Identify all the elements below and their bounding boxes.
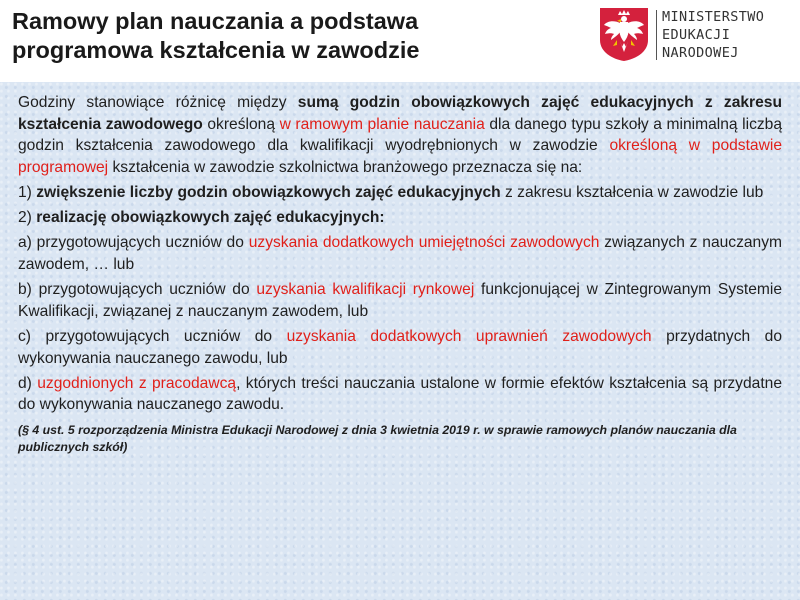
ministry-logo: [598, 6, 794, 66]
intro-text: Godziny stanowiące różnicę między: [18, 94, 298, 111]
sub-item-text: przydatnych do wykonywania nauczanego zawodu, lub: [18, 327, 782, 367]
sub-item-text: związanych z nauczanym zawodem, … lub: [18, 234, 783, 273]
logo-divider: [656, 10, 657, 60]
intro-highlight-phrase: w ramowym planie nauczania: [279, 115, 485, 133]
white-eagle-emblem-icon: [598, 6, 650, 62]
slide-body: [18, 92, 782, 456]
list-item-2: [18, 207, 782, 229]
list-item-number: 1): [18, 183, 37, 201]
legal-footnote: (§ 4 ust. 5 rozporządzenia Ministra Edukacji Narodowej z dnia 3 kwietnia 2019 r. w sprawie ramowych planów nauczania dla publicznych szkół): [18, 422, 737, 454]
intro-paragraph: [18, 92, 782, 178]
list-item-text: z zakresu kształcenia w zawodzie lub: [500, 183, 764, 201]
ministry-name-line-2: EDUKACJI: [662, 27, 731, 43]
ministry-name-line-3: NARODOWEJ: [662, 45, 739, 61]
sub-item-text: c) przygotowujących uczniów do: [18, 327, 287, 345]
intro-highlight-phrase: określoną w podstawie programowej: [18, 137, 783, 176]
list-item-bold-phrase: realizację obowiązkowych zajęć edukacyjnych:: [36, 209, 385, 227]
sub-item-highlight: uzyskania dodatkowych umiejętności zawodowych: [248, 234, 600, 252]
intro-text: określoną: [202, 115, 280, 133]
sub-item-highlight: uzgodnionych z pracodawcą: [37, 374, 237, 392]
sub-item-highlight: uzyskania kwalifikacji rynkowej: [256, 281, 475, 299]
sub-item-text: , których treści nauczania ustalone w formie efektów kształcenia są przydatne do wykonywania nauczanego zawodu.: [18, 374, 783, 414]
intro-text: kształcenia w zawodzie szkolnictwa branżowego przeznacza się na:: [108, 158, 583, 176]
list-item-number: 2): [18, 209, 37, 227]
sub-item-text: funkcjonującej w Zintegrowanym Systemie Kwalifikacji, związanej z nauczanym zawodem, lub: [18, 281, 782, 320]
intro-bold-phrase: sumą godzin obowiązkowych zajęć edukacyjnych z zakresu kształcenia zawodowego: [18, 94, 782, 133]
sub-item-b: [18, 279, 782, 322]
slide-header: [0, 0, 800, 80]
sub-item-highlight: uzyskania dodatkowych uprawnień zawodowych: [286, 327, 652, 345]
intro-text: dla danego typu szkoły a minimalną liczbą godzin kształcenia zawodowego dla kwalifikacji wyodrębnionych w zawodzie: [18, 115, 783, 155]
sub-item-a: [18, 232, 782, 275]
slide-title: [12, 7, 572, 65]
list-item-1: [18, 182, 782, 204]
sub-item-text: d): [18, 374, 38, 392]
ministry-name: [662, 8, 764, 62]
sub-item-text: a) przygotowujących uczniów do: [18, 234, 249, 252]
sub-item-d: [18, 373, 782, 416]
ministry-name-line-1: MINISTERSTWO: [662, 9, 765, 25]
slide-title-line-2: programowa kształcenia w zawodzie: [12, 37, 420, 63]
list-item-bold-phrase: zwiększenie liczby godzin obowiązkowych zajęć edukacyjnych: [36, 183, 501, 201]
sub-item-c: [18, 326, 782, 369]
slide-title-line-1: Ramowy plan nauczania a podstawa: [12, 8, 419, 34]
sub-item-text: b) przygotowujących uczniów do: [18, 281, 257, 299]
